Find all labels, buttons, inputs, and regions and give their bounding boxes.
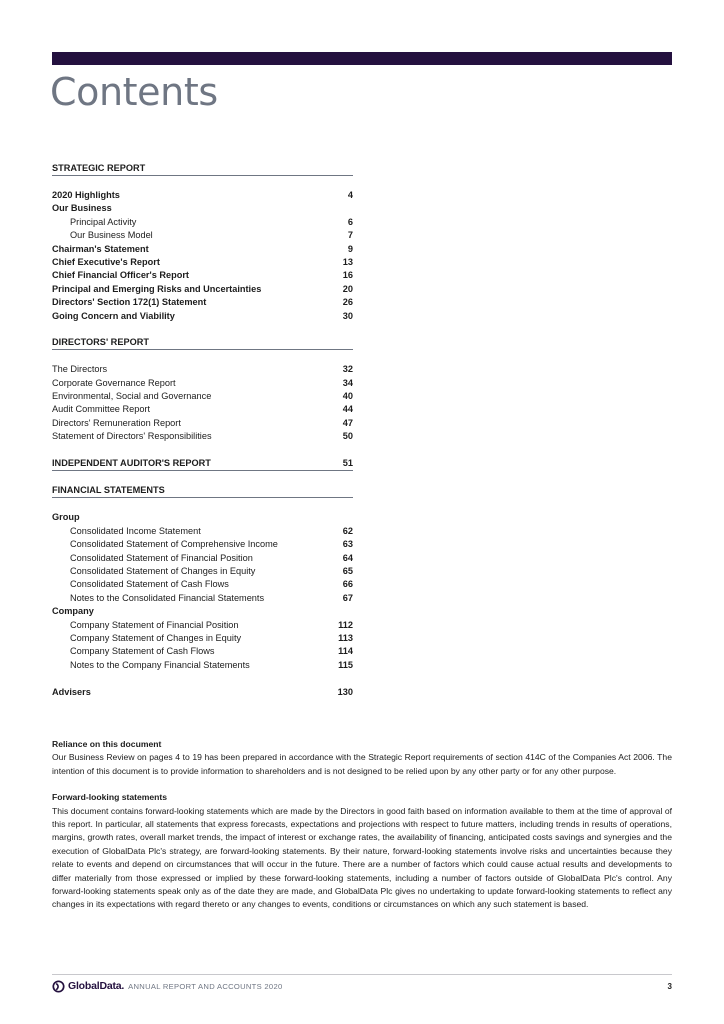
toc-entry-label: Corporate Governance Report (52, 377, 176, 388)
toc-entry[interactable] (52, 645, 353, 658)
toc-entry-label: Notes to the Company Financial Statements (70, 659, 250, 670)
toc-entry-page: 65 (342, 565, 353, 576)
toc-group-heading (52, 605, 353, 618)
toc-entry-label: Consolidated Statement of Cash Flows (70, 579, 229, 590)
toc-entry-page: 64 (342, 552, 353, 563)
toc-entry[interactable] (52, 538, 353, 551)
toc-entry-label: Statement of Directors' Responsibilities (52, 431, 212, 442)
toc-entry-label: Directors' Remuneration Report (52, 417, 181, 428)
toc-entry[interactable] (52, 216, 353, 229)
section-heading-directors: DIRECTORS' REPORT (52, 336, 353, 350)
toc-entry-page: 47 (342, 417, 353, 428)
toc-entry[interactable] (52, 403, 353, 416)
toc-entry-label: Consolidated Income Statement (70, 525, 201, 536)
forward-looking-note (52, 791, 672, 912)
section-heading-strategic: STRATEGIC REPORT (52, 162, 353, 176)
toc-entry-label: Our Business Model (70, 230, 153, 241)
toc-group-heading (52, 511, 353, 524)
toc-entry-label: Directors' Section 172(1) Statement (52, 297, 207, 308)
toc-entry-page: 32 (342, 364, 353, 375)
toc-entry-page: 115 (338, 659, 353, 670)
toc-entry-label: Consolidated Statement of Comprehensive Income (70, 539, 278, 550)
forward-looking-text: This document contains forward-looking statements which are made by the Directors in good faith based on information available to them at the time of approval of this report. In particular, all statements that express forecasts, expectations and projections with respect to future matters, including trends in results of operations, margins, growth rates, overall market trends, the impact of interest or exchange rates, the availability of financing, anticipated costs savings and synergies and the execution of GlobalData Plc's strategy, are forward-looking statements. By their nature, forward-looking statements involve risks and uncertainties because they relate to events and depend on circumstances that will occur in the future. There are a number of factors which could cause actual results and developments to differ materially from those expressed or implied by these forward-looking statements, including a number of factors outside of GlobalData Plc's control. Any forward-looking statements speak only as of the date they are made, and GlobalData Plc gives no undertaking to update forward-looking statements to reflect any changes in its expectations with regard thereto or any changes to events, conditions or circumstances on which any such statement is based. (52, 805, 672, 910)
reliance-note (52, 738, 672, 778)
toc-entry-page: 13 (342, 256, 353, 267)
toc-entry-page: 16 (342, 270, 353, 281)
toc-entry-label: Advisers (52, 686, 91, 697)
toc-entry-page: 7 (347, 230, 353, 241)
toc-entry-label: Principal and Emerging Risks and Uncertainties (52, 283, 262, 294)
toc-entry-page: 130 (337, 686, 353, 697)
toc-entry-page: 4 (347, 190, 353, 200)
footer-divider (52, 974, 672, 975)
toc-entry-label: Company Statement of Financial Position (70, 619, 239, 630)
page-footer (52, 978, 672, 994)
toc-entry-label: Chairman's Statement (52, 243, 149, 254)
page-title: Contents (50, 70, 218, 114)
group-label: Group (52, 512, 80, 523)
toc-entry[interactable] (52, 659, 353, 672)
footer-label: ANNUAL REPORT AND ACCOUNTS 2020 (128, 981, 283, 991)
toc-entry[interactable] (52, 269, 353, 282)
reliance-text: Our Business Review on pages 4 to 19 has been prepared in accordance with the Strategic Report requirements of section 414C of the Companies Act 2006. The intention of this document is to provide information to shareholders and is not designed to be relied upon by any other party or for any other purpose. (52, 752, 672, 776)
toc-entry-label: Company Statement of Changes in Equity (70, 632, 242, 643)
group-label: Company (52, 606, 94, 617)
toc-entry-label: The Directors (52, 364, 108, 375)
toc-entry-label: Audit Committee Report (52, 404, 151, 415)
toc-entry-page: 114 (338, 646, 353, 657)
section-heading-financial: FINANCIAL STATEMENTS (52, 484, 353, 498)
toc-entry-label: Notes to the Consolidated Financial Statements (70, 592, 265, 603)
toc-entry-page: 40 (342, 391, 353, 402)
directors-list (52, 363, 353, 443)
toc-entry-page: 9 (347, 243, 353, 254)
financial-list (52, 511, 353, 672)
toc-entry[interactable] (52, 283, 353, 296)
toc-entry-page: 30 (342, 310, 353, 321)
toc-entry-label: Going Concern and Viability (52, 310, 175, 321)
toc-entry[interactable] (52, 229, 353, 242)
toc-entry[interactable] (52, 310, 353, 323)
toc-entry[interactable] (52, 592, 353, 605)
toc-entry-label: Our Business (52, 203, 112, 214)
toc-entry-label: Environmental, Social and Governance (52, 391, 212, 402)
section-heading-auditor: INDEPENDENT AUDITOR'S REPORT (52, 458, 211, 469)
toc-entry[interactable] (52, 565, 353, 578)
toc-entry-page: 66 (342, 579, 353, 590)
logo-text: GlobalData. (68, 980, 125, 992)
toc-entry-page: 63 (342, 539, 353, 550)
toc-entry[interactable] (52, 632, 353, 645)
toc-entry-label: Chief Executive's Report (52, 256, 160, 267)
toc-entry[interactable] (52, 390, 353, 403)
toc-entry-page: 44 (342, 404, 353, 415)
toc-entry[interactable] (52, 189, 353, 202)
globaldata-logo (52, 980, 124, 993)
toc-entry-page: 112 (338, 619, 353, 630)
toc-entry[interactable] (52, 619, 353, 632)
toc-entry-label: Consolidated Statement of Financial Position (70, 552, 253, 563)
table-of-contents (52, 162, 353, 699)
toc-entry[interactable] (52, 256, 353, 269)
forward-looking-heading: Forward-looking statements (52, 792, 168, 803)
toc-entry[interactable] (52, 430, 353, 443)
toc-entry-advisers[interactable] (52, 686, 353, 699)
toc-entry-page: 6 (347, 216, 353, 227)
header-bar (52, 52, 672, 65)
page-number: 3 (667, 981, 672, 991)
toc-entry-page: 113 (338, 632, 353, 643)
strategic-list (52, 189, 353, 323)
toc-entry-label: Company Statement of Cash Flows (70, 646, 215, 657)
toc-entry-label: Principal Activity (70, 216, 137, 227)
toc-entry[interactable] (52, 578, 353, 591)
toc-entry[interactable] (52, 552, 353, 565)
toc-entry-page: 62 (342, 525, 353, 536)
toc-entry[interactable] (52, 377, 353, 390)
toc-entry-page: 34 (342, 377, 353, 388)
toc-entry-auditor[interactable] (52, 457, 353, 471)
toc-entry-page: 51 (342, 458, 353, 469)
toc-entry-page: 26 (342, 297, 353, 308)
reliance-heading: Reliance on this document (52, 739, 162, 749)
toc-entry[interactable] (52, 525, 353, 538)
toc-entry-label: Chief Financial Officer's Report (52, 270, 189, 281)
toc-entry-label: 2020 Highlights (52, 190, 120, 200)
toc-entry[interactable] (52, 202, 353, 215)
toc-entry[interactable] (52, 417, 353, 430)
toc-entry[interactable] (52, 363, 353, 376)
globaldata-logo-icon (52, 980, 65, 993)
notes-section (52, 738, 672, 912)
toc-entry[interactable] (52, 243, 353, 256)
toc-entry-page: 20 (342, 283, 353, 294)
toc-entry-page: 50 (342, 431, 353, 442)
toc-entry-label: Consolidated Statement of Changes in Equity (70, 565, 256, 576)
toc-entry-page: 67 (342, 592, 353, 603)
toc-entry[interactable] (52, 296, 353, 309)
